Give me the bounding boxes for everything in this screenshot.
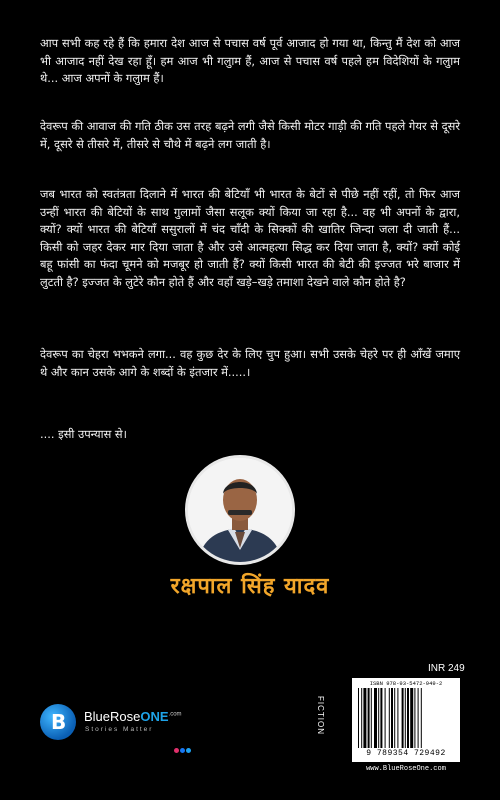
author-name: रक्षपाल सिंह यादव bbox=[170, 574, 330, 599]
publisher-website: www.BlueRoseOne.com bbox=[366, 765, 446, 773]
isbn-barcode-icon bbox=[358, 688, 454, 748]
blurb-paragraph-4: देवरूप का चेहरा भभकने लगा... वह कुछ देर के लिए चुप हुआ। सभी उसके चेहरे पर ही आँखें जमाए थे और कान उसके आगे के शब्दों के इंतजार में.....। bbox=[40, 347, 460, 379]
publisher-name-part2: ONE bbox=[140, 709, 169, 724]
publisher-tagline: Stories Matter bbox=[85, 726, 154, 733]
blurb-paragraph-2: देवरूप की आवाज की गति ठीक उस तरह बढ़ने लगी जैसे किसी मोटर गाड़ी की गति पहले गेयर से दूसरे में, दूसरे से तीसरे में, तीसरे से चौथे में बढ़ने लग जाती है। bbox=[40, 119, 460, 151]
blurb-paragraph-1: आप सभी कह रहे हैं कि हमारा देश आज से पचास वर्ष पूर्व आजाद हो गया था, किन्तु मैं देश को आज भी आजाद नहीं देख रहा हूँ। हम आज भी गलुाम हैं, आज से पचास वर्ष पहले हम विदेशियों के गलुाम थे... आज अपनों के गलुाम हैं। bbox=[40, 36, 460, 85]
isbn-label: ISBN 978-93-5472-949-2 bbox=[369, 680, 443, 687]
blurb-paragraph-3: जब भारत को स्वतंत्रता दिलाने में भारत की बेटियाँ भी भारत के बेटों से पीछे नहीं रहीं, तो फिर आज उन्हीं भारत की बेटियों के साथ गुलामों जैसा सलूक क्यों किया जा रहा है... वह भी अपनों के द्वारा, क्यों? क्यों भारत की बेटियाँ ससुरालों में चंद चाँदी के सिक्कों की खातिर जिन्दा जला दी जाती हैं... किसी को जहर देकर मार दिया जाता है और उसे आत्महत्या सिद्ध कर दिया जाता है, क्यों? क्यों कोई बहू फांसी का फंदा चूमने को मजबूर हो जाती हैं? क्यों किसी भारत की बेटी की इज्जत भरे बाजार में लुटती है? इज्जत के लुटेरे कौन होते हैं और वहाँ खड़े–खड़े तमाशा देखने वाले कौन होते है? bbox=[40, 187, 460, 289]
genre-label: FICTION bbox=[316, 696, 325, 735]
isbn-number: 9 789354 729492 bbox=[366, 749, 446, 758]
barcode-area bbox=[352, 678, 460, 762]
blurb-source-line: .... इसी उपन्यास से। bbox=[40, 427, 127, 441]
bluerose-b-logo-icon: B bbox=[40, 704, 76, 740]
publisher-domain-suffix: .com bbox=[168, 711, 182, 718]
social-media-icons bbox=[174, 738, 192, 757]
publisher-logo bbox=[40, 704, 220, 744]
publisher-name-part1: BlueRose bbox=[84, 709, 141, 724]
publisher-name bbox=[84, 709, 182, 724]
price-label: INR 249 bbox=[428, 663, 465, 674]
author-portrait-icon bbox=[188, 458, 292, 562]
author-photo bbox=[188, 458, 292, 562]
